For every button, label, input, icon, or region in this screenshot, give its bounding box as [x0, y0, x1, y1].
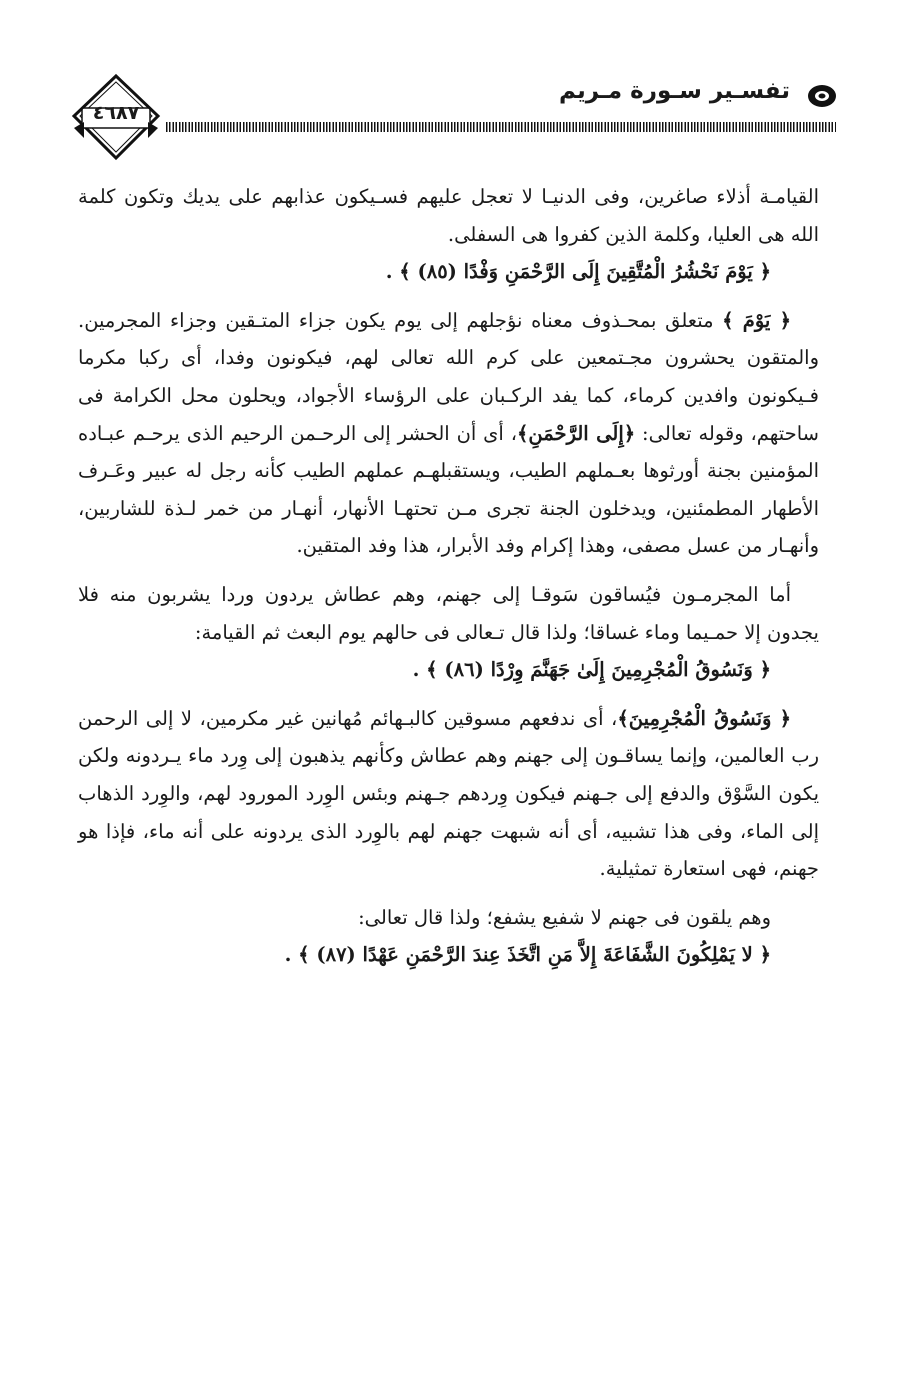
ornament-icon: [804, 82, 840, 110]
running-title: تفسـير سـورة مـريم: [559, 78, 790, 104]
page-header: [70, 72, 850, 162]
main-text: [78, 178, 819, 974]
paragraph: [78, 700, 819, 888]
paragraph: أما المجرمـون فيُساقون سَوقـا إلى جهنم، وهم عطاش يردون وردا يشربون منه فلا يجدون إلا حمـيما وماء غساقا؛ ولذا قال تـعالى فى حالهم يوم البعث ثم القيامة:: [78, 582, 819, 644]
page-number: ٤٦٨٧: [92, 102, 140, 124]
quoted-verse: ﴿ وَنَسُوقُ الْمُجْرِمِينَ﴾: [617, 706, 791, 730]
quoted-verse: ﴿إِلَى الرَّحْمَنِ﴾: [517, 421, 636, 445]
paragraph: وهم يلقون فى جهنم لا شفيع يشفع؛ ولذا قال تعالى:: [358, 905, 771, 929]
paragraph: القيامـة أذلاء صاغرين، وفى الدنيـا لا تعجل عليهم فسـيكون عذابهم على يديك وتكون كلمة الله هى العليا، وكلمة الذين كفروا هى السفلى.: [78, 185, 819, 246]
quran-verse-87: ﴿ لا يَمْلِكُونَ الشَّفَاعَةَ إِلاَّ مَنِ اتَّخَذَ عِندَ الرَّحْمَنِ عَهْدًا (٨٧) ﴾ .: [284, 943, 771, 967]
quran-verse-85: ﴿ يَوْمَ نَحْشُرُ الْمُتَّقِينَ إِلَى الرَّحْمَنِ وَفْدًا (٨٥) ﴾ .: [385, 260, 771, 284]
paragraph-text: ، أى أن الحشر إلى الرحـمن الرحيم الذى يرحـم عبـاده المؤمنين بجنة أورثوها بعـملهم الطيب، ويستقبلهـم عملهم الطيب كأنه رجل له عبير وعَـرف الأطهار المطمئنين، ويدخلون الجنة تجرى مـن تحتهـا الأنهار، أنهـار من خمر لـذة للشاربين، وأنهـار من عسل مصفى، وهذا إكرام وفد الأبرار، هذا وفد المتقين.: [78, 421, 819, 558]
quran-verse-86: ﴿ وَنَسُوقُ الْمُجْرِمِينَ إِلَىٰ جَهَنَّمَ وِرْدًا (٨٦) ﴾ .: [412, 658, 771, 682]
header-rule: [166, 122, 836, 132]
paragraph: [78, 302, 819, 565]
paragraph-text: ، أى ندفعهم مسوقين كالبـهائم مُهانين غير مكرمين، لا إلى الرحمن رب العالمين، وإنما يساقـون إلى جهنم وهم عطاش وكأنهم يذهبون إلى وِرد ماء يـردونه ولكن يكون السَّوْق والدفع إلى جـهنم فيكون وِردهم جـهنم وبئس الوِرد المورود لهم، والوِرد الذهاب إلى الماء، وفى هذا تشبيه، أى أنه شبهت جهنم لهم بالوِرد الذى يردونه على أنه ماء، فإذا هو جهنم، فهى استعارة تمثيلية.: [78, 706, 819, 881]
page-number-badge: [70, 72, 162, 164]
paragraph-text: متعلق بمحـذوف معناه نؤجلهم إلى يوم يكون جزاء المتـقين وجزاء المجرمين. والمتقون يحشرون مجـتمعين على كرم الله تعالى لهم، فيكونون وفدا، أى ركبا مكرما فـيكونون وافدين كرماء، كما يفد الركـبان على الرؤساء الأجواد، ويحلون محل الكرامة فى ساحتهم، وقوله تعالى:: [78, 308, 819, 445]
quoted-verse: ﴿ يَوْمَ ﴾: [722, 308, 791, 332]
